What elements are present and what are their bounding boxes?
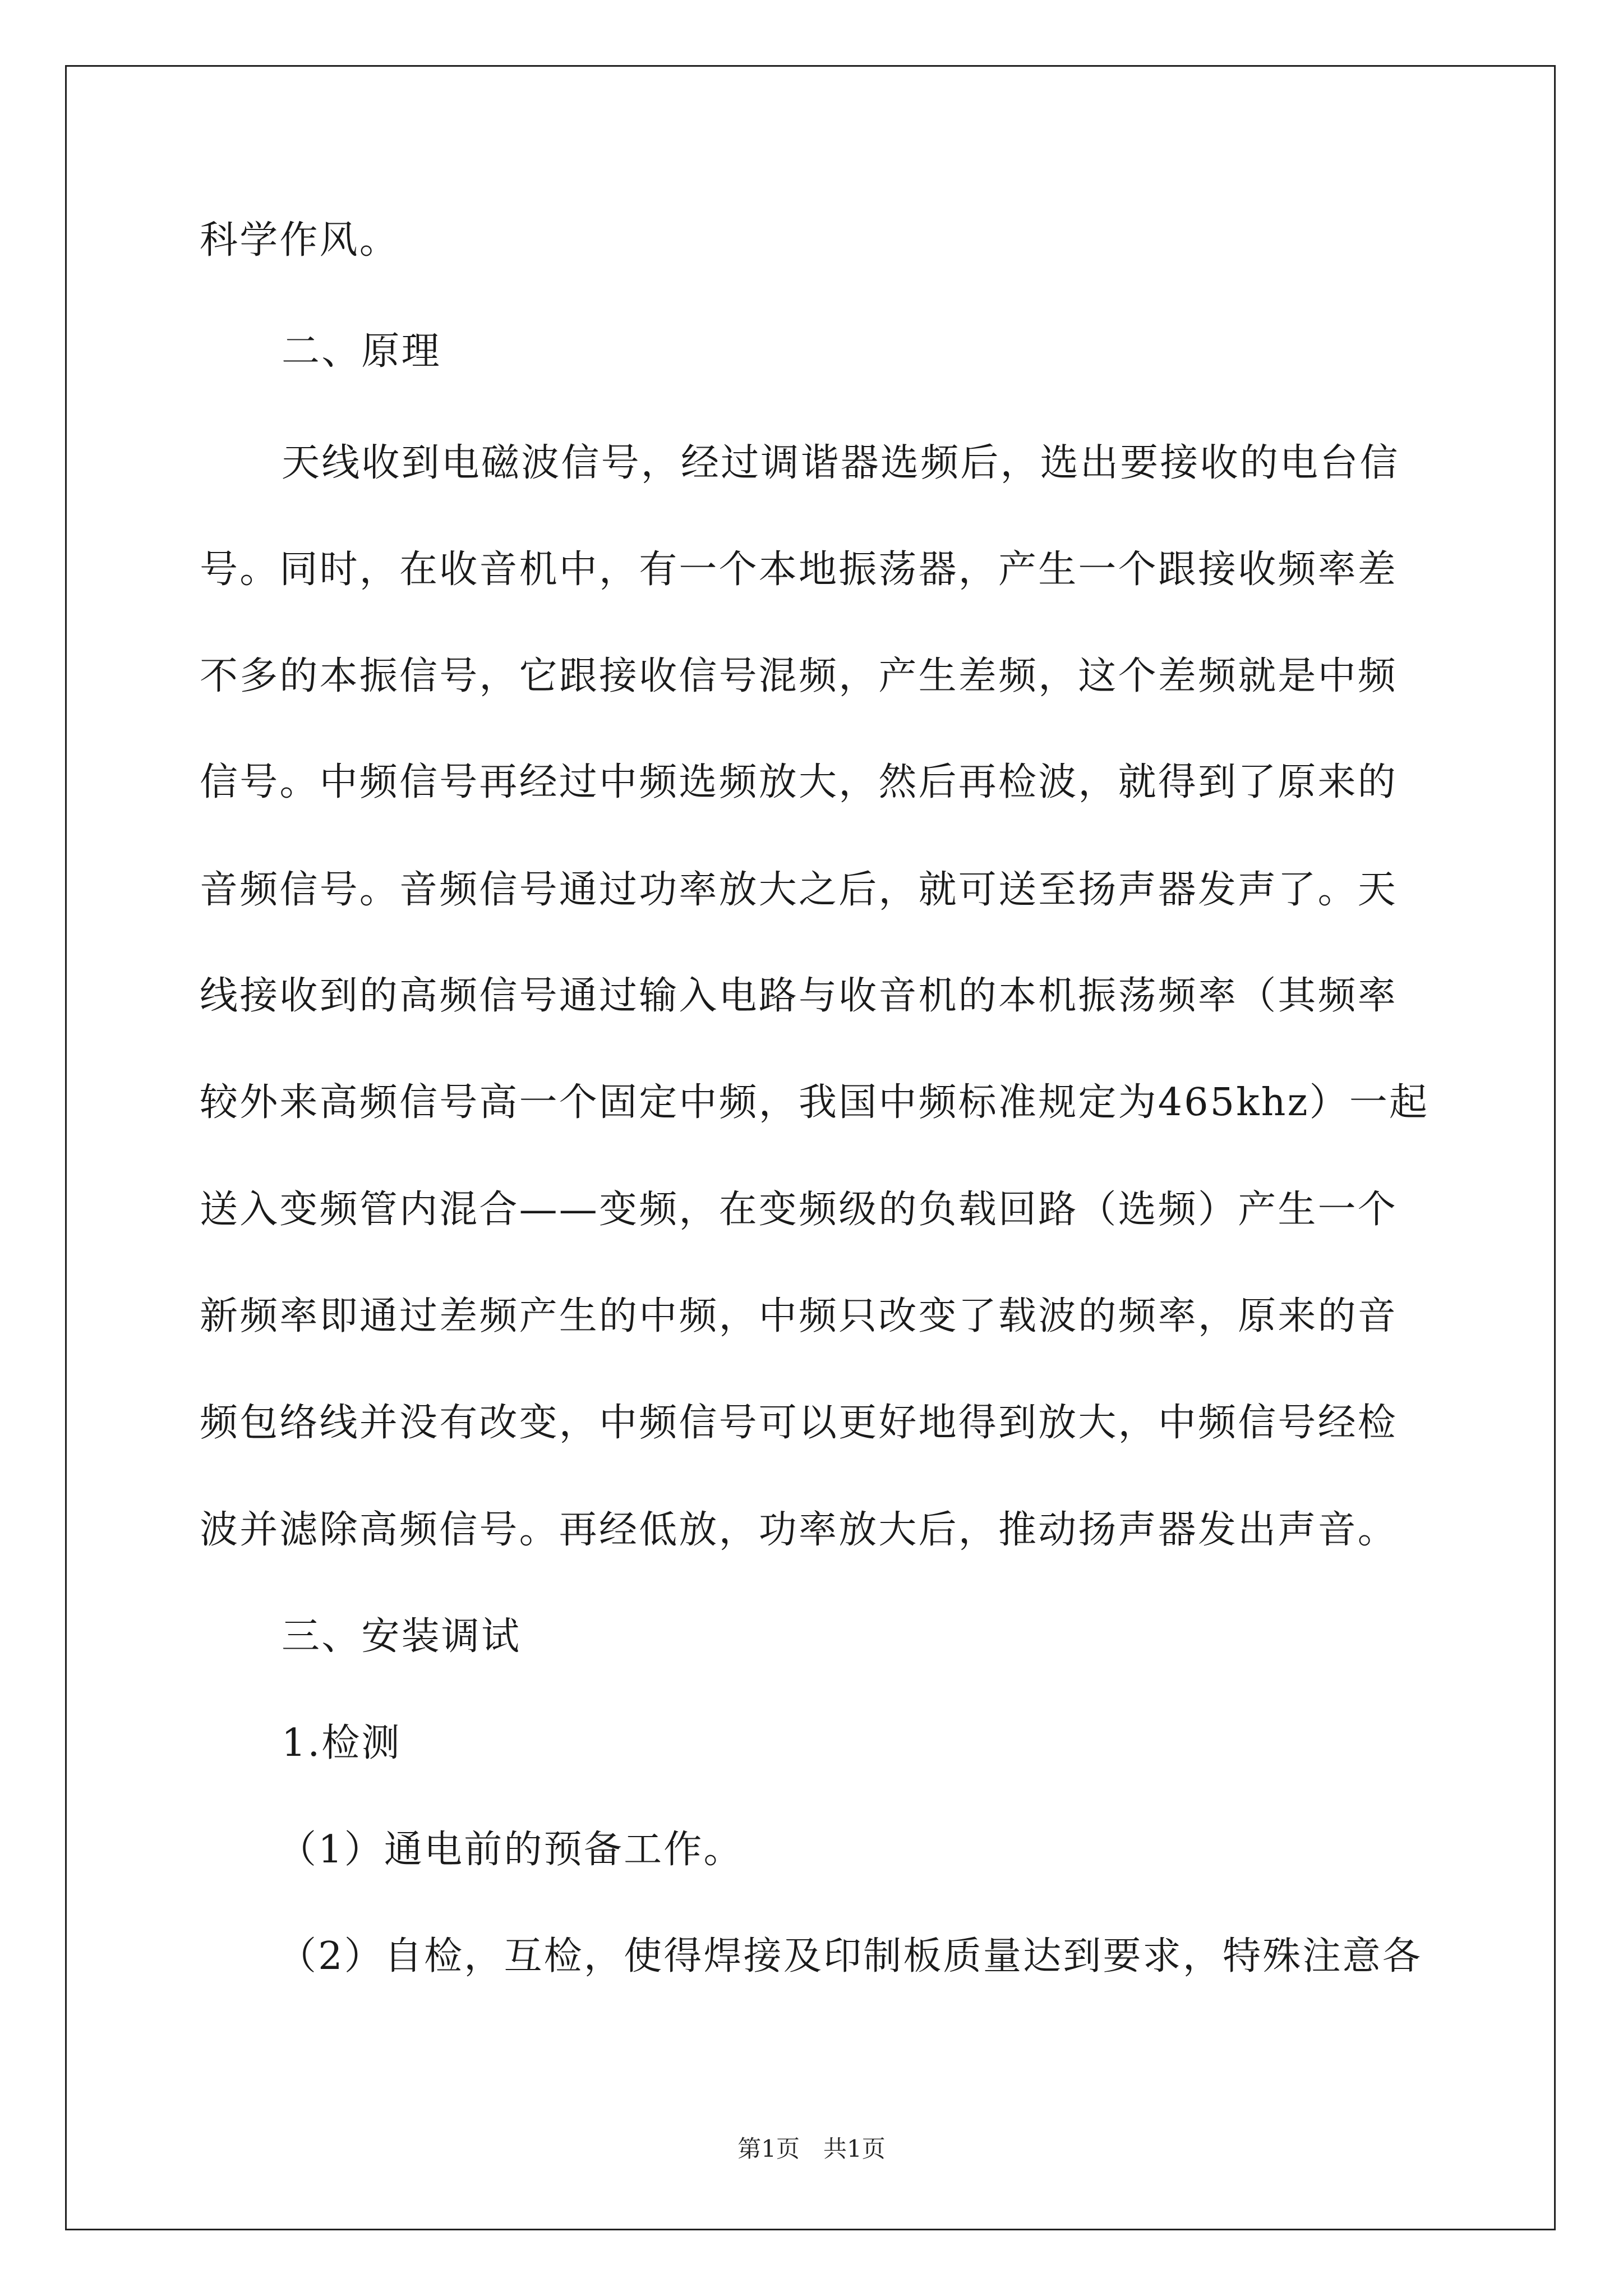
- text-line-1: 科学作风。: [200, 218, 400, 263]
- text-line-5: 不多的本振信号，它跟接收信号混频，产生差频，这个差频就是中频: [200, 654, 1398, 698]
- text-line-13: 波并滤除高频信号。再经低放，功率放大后，推动扬声器发出声音。: [200, 1508, 1398, 1552]
- list-item-2: （2）自检，互检，使得焊接及印制板质量达到要求，特殊注意各: [278, 1934, 1423, 1978]
- text-line-11: 新频率即通过差频产生的中频，中频只改变了载波的频率，原来的音: [200, 1294, 1398, 1338]
- text-line-12: 频包络线并没有改变，中频信号可以更好地得到放大，中频信号经检: [200, 1401, 1398, 1445]
- text-line-9: 较外来高频信号高一个固定中频，我国中频标准规定为465khz）一起: [200, 1080, 1430, 1125]
- list-item-1: （1）通电前的预备工作。: [278, 1828, 744, 1872]
- page-border: [65, 65, 1556, 2230]
- section-heading-installation: 三、安装调试: [282, 1614, 522, 1659]
- text-line-10: 送入变频管内混合——变频，在变频级的负载回路（选频）产生一个: [200, 1188, 1398, 1232]
- text-line-8: 线接收到的高频信号通过输入电路与收音机的本机振荡频率（其频率: [200, 974, 1398, 1018]
- text-line-3: 天线收到电磁波信号，经过调谐器选频后，选出要接收的电台信: [282, 441, 1400, 485]
- text-line-6: 信号。中频信号再经过中频选频放大，然后再检波，就得到了原来的: [200, 760, 1398, 804]
- section-heading-principle: 二、原理: [282, 329, 441, 374]
- subsection-heading-detection: 1.检测: [282, 1721, 402, 1765]
- page-footer: 第1页 共1页: [737, 2135, 886, 2162]
- text-line-7: 音频信号。音频信号通过功率放大之后，就可送至扬声器发声了。天: [200, 868, 1398, 912]
- text-line-4: 号。同时，在收音机中，有一个本地振荡器，产生一个跟接收频率差: [200, 547, 1398, 592]
